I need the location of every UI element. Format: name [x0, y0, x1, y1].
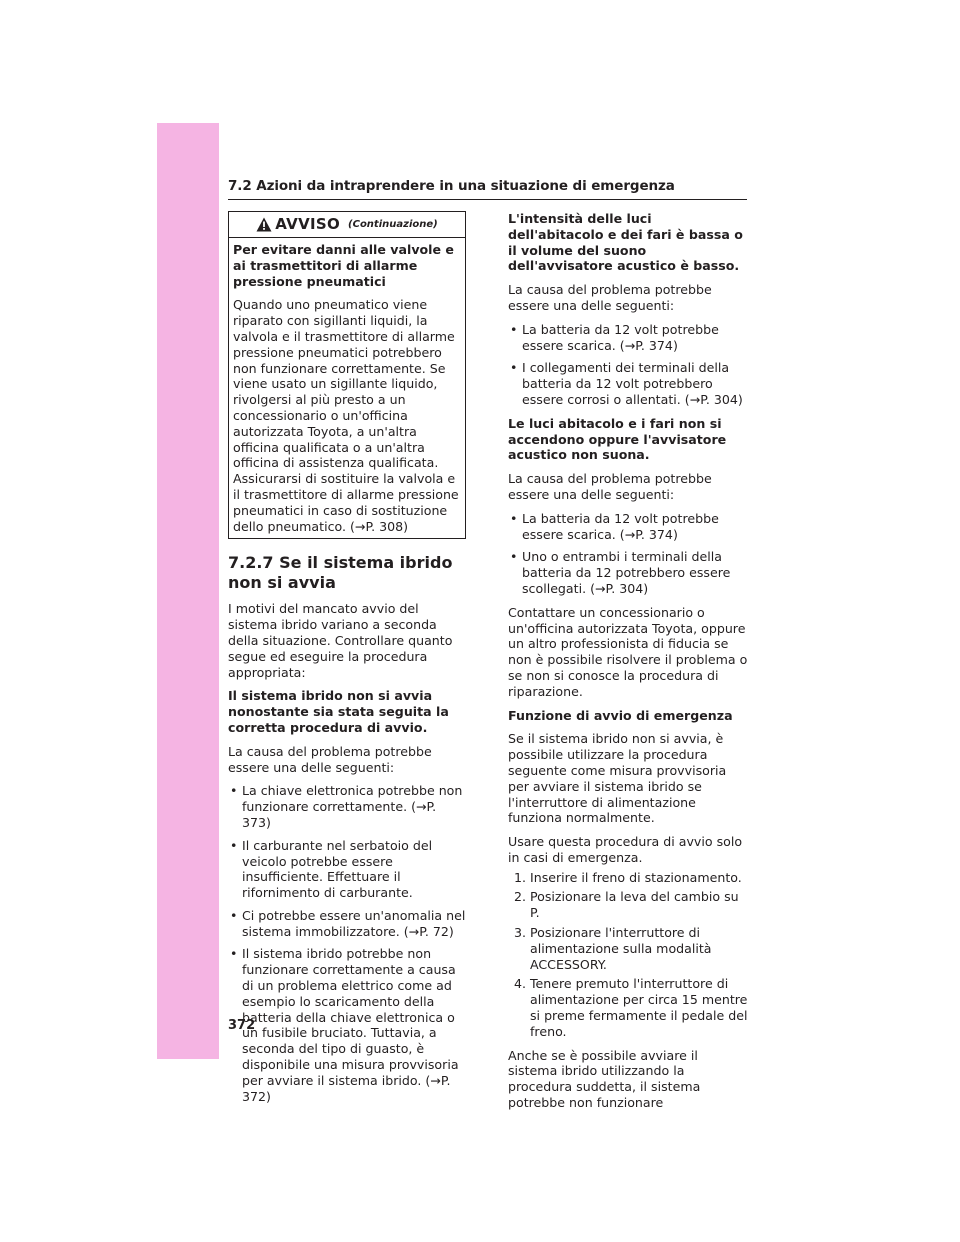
warning-continuation: (Continuazione) [348, 218, 438, 230]
warning-text: Quando uno pneumatico viene riparato con sigillanti liquidi, la valvola e il trasmettitore di allarme pressione pneumatici potrebbero non funzionare correttamente. Se viene usato un sigillante liquido, rivolgersi al più presto a un concessionario o un'officina autorizzata Toyota, a un'altra officina qualificata o a un'altra officina di assistenza qualificata. Assicurarsi di sostituire la valvola e il trasmettitore di allarme pressione pneumatici in caso di sostituzione dello pneumatico. (→P. 308) [233, 297, 459, 534]
subsection-lead: La causa del problema potrebbe essere una delle seguenti: [508, 282, 712, 313]
warning-header [229, 212, 465, 238]
step-item [508, 976, 748, 1039]
section-intro: I motivi del mancato avvio del sistema ibrido variano a seconda della situazione. Controllare quanto segue ed eseguire la procedura appropriata: [228, 601, 453, 680]
right-column [508, 211, 748, 1119]
paragraph: Usare questa procedura di avvio solo in casi di emergenza. [508, 834, 743, 865]
list-item: • I collegamenti dei terminali della batteria da 12 volt potrebbero essere corrosi o allentati. (→P. 304) [508, 360, 748, 407]
subsection-lead: La causa del problema potrebbe essere una delle seguenti: [228, 743, 432, 775]
list-item: • La batteria da 12 volt potrebbe essere scarica. (→P. 374) [508, 511, 748, 543]
step-text: Tenere premuto l'interruttore di alimentazione per circa 15 mentre si preme fermamente il pedale del freno. [530, 976, 748, 1039]
step-number: 2. [514, 889, 527, 905]
subsection-heading: L'intensità delle luci dell'abitacolo e dei fari è bassa o il volume del suono dell'avvisatore acustico è basso. [508, 211, 743, 274]
warning-box [228, 211, 466, 539]
paragraph: Anche se è possibile avviare il sistema ibrido utilizzando la procedura suddetta, il sistema potrebbe non funzionare [508, 1047, 701, 1111]
warning-title: AVVISO [275, 214, 341, 233]
step-text: Posizionare l'interruttore di alimentazione sulla modalità ACCESSORY. [530, 925, 712, 972]
list-item: • Ci potrebbe essere un'anomalia nel sistema immobilizzatore. (→P. 72) [228, 908, 466, 940]
paragraph: Se il sistema ibrido non si avvia, è possibile utilizzare la procedura seguente come misura provvisoria per avviare il sistema ibrido se l'interruttore di alimentazione funziona normalmente. [508, 731, 727, 826]
step-item [508, 870, 748, 886]
side-color-band [157, 123, 219, 1059]
subsection-heading: Le luci abitacolo e i fari non si accendono oppure l'avvisatore acustico non suona. [508, 415, 727, 463]
list-item: • La chiave elettronica potrebbe non funzionare correttamente. (→P. 373) [228, 783, 466, 830]
step-number: 4. [514, 976, 527, 992]
step-number: 1. [514, 869, 527, 885]
step-text: Inserire il freno di stazionamento. [530, 869, 742, 885]
cause-list [228, 783, 466, 1104]
page-header-title: 7.2 Azioni da intraprendere in una situazione di emergenza [228, 178, 675, 194]
list-item: • Il sistema ibrido potrebbe non funzionare correttamente a causa di un problema elettrico come ad esempio lo scaricamento della batteria della chiave elettronica o un fusibile bruciato. Tuttavia, a seconda del tipo di guasto, è disponibile una misura provvisoria per avviare il sistema ibrido. (→P. 372) [228, 946, 466, 1104]
left-column [228, 211, 466, 1112]
cause-list [508, 511, 748, 597]
list-item: • La batteria da 12 volt potrebbe essere scarica. (→P. 374) [508, 322, 748, 354]
step-item [508, 925, 748, 972]
warning-triangle-icon [256, 217, 272, 232]
contact-paragraph: Contattare un concessionario o un'officina autorizzata Toyota, oppure un altro professionista di fiducia se non è possibile risolvere il problema o se non si conosce la procedura di riparazione. [508, 604, 748, 699]
header-rule [228, 199, 747, 200]
page-number: 372 [228, 1018, 256, 1033]
section-title: 7.2.7 Se il sistema ibrido non si avvia [228, 553, 453, 593]
cause-list [508, 322, 748, 408]
subsection-lead: La causa del problema potrebbe essere una delle seguenti: [508, 471, 712, 502]
subsection-heading: Il sistema ibrido non si avvia nonostante sia stata seguita la corretta procedura di avvio. [228, 688, 449, 735]
procedure-steps [508, 870, 748, 1040]
warning-heading: Per evitare danni alle valvole e ai trasmettitori di allarme pressione pneumatici [233, 242, 454, 289]
list-item: • Il carburante nel serbatoio del veicolo potrebbe essere insufficiente. Effettuare il rifornimento di carburante. [228, 838, 466, 901]
step-item [508, 889, 748, 921]
step-number: 3. [514, 925, 527, 941]
step-text: Posizionare la leva del cambio su P. [530, 889, 739, 921]
list-item: • Uno o entrambi i terminali della batteria da 12 potrebbero essere scollegati. (→P. 304) [508, 549, 748, 596]
warning-body [229, 238, 465, 538]
subsection-heading: Funzione di avvio di emergenza [508, 707, 733, 723]
